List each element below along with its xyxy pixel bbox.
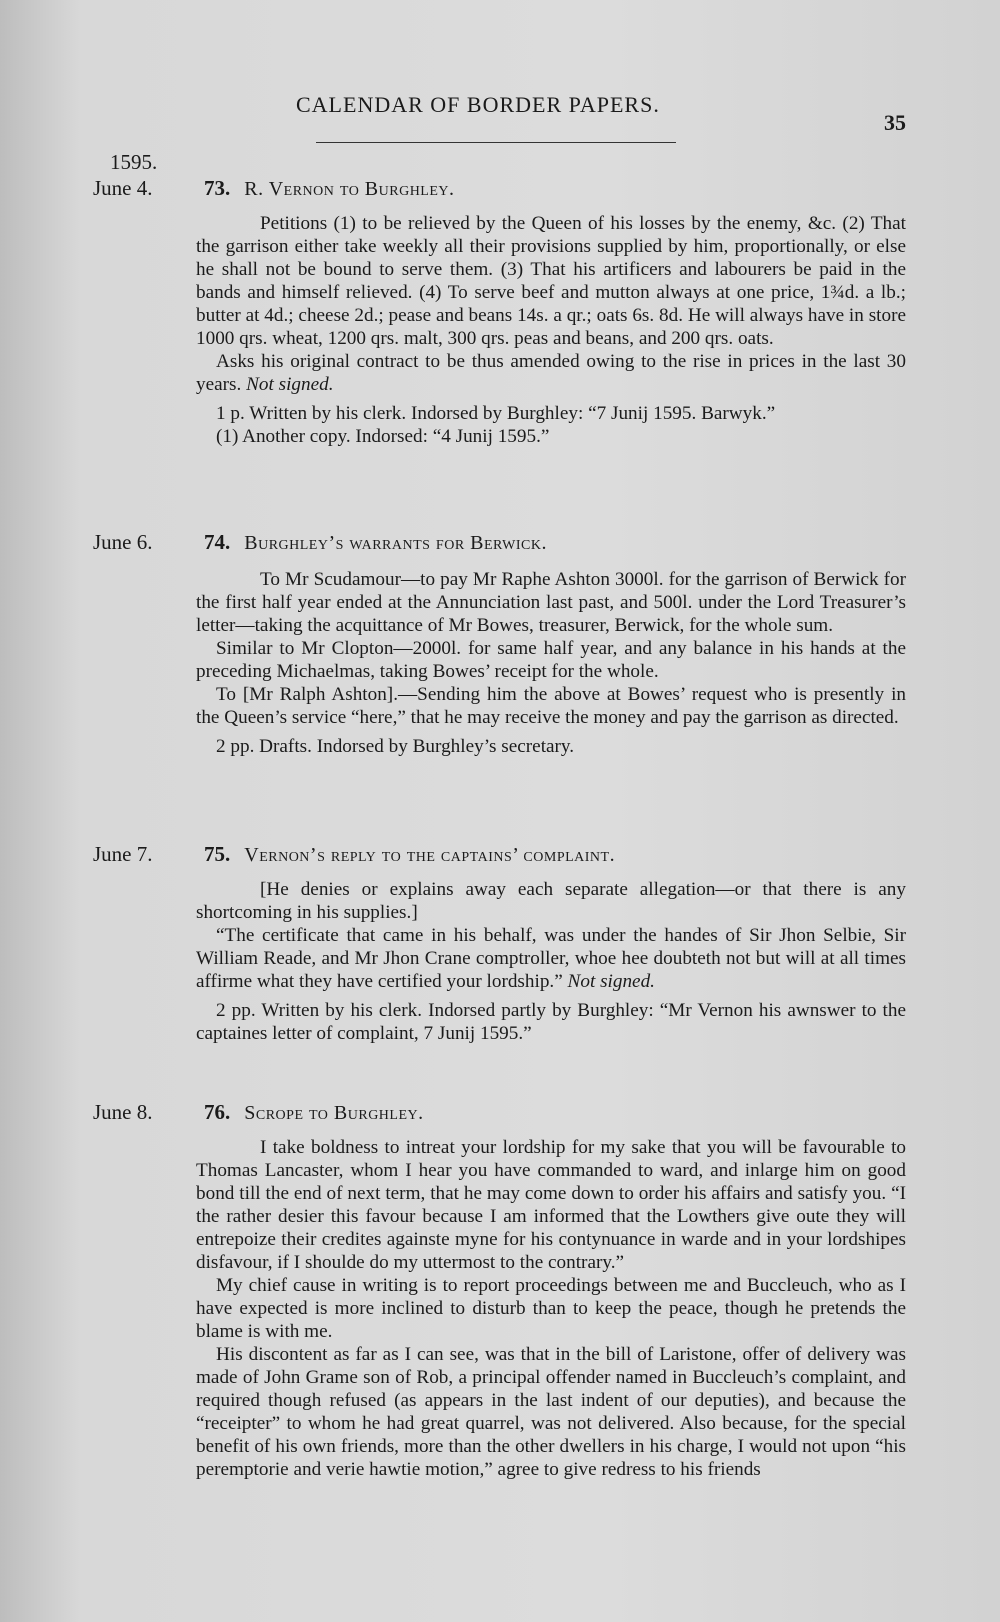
entry-title: R. Vernon to Burghley. [244,178,455,200]
paragraph: My chief cause in writing is to report proceedings between me and Buccleuch, who as I have expected is more inclined to disturb than to keep the peace, though he pretends the blame is with me. [196,1275,906,1342]
page-number: 35 [884,110,906,135]
paragraph: I take boldness to intreat your lordship for my sake that you will be favourable to Thomas Lancaster, whom I hear you have commanded to ward, and inlarge him on good bond till the end of next term, that he may come down to order his affairs and satisfy you. “I the rather desier this favour because I am informed that the Lowthers give oute they will entrepoize their credites againste myne for his contynuance in warde and in your lordshipes disfavour, if I shoulde do my uttermost to the contrary.” [196,1137,906,1273]
entry-heading [204,1100,424,1125]
entry-date: June 4. [93,176,153,200]
entry-body [196,878,906,1045]
entry-heading [204,842,615,867]
paragraph: His discontent as far as I can see, was that in the bill of Laristone, offer of delivery was made of John Grame son of Rob, a principal offender named in Buccleuch’s complaint, and required though refused (as appears in the last indent of our deputies), and because the “receipter” to whom he had great quarrel, was not delivered. Also because, for the special benefit of his own friends, more than the other dwellers in his charge, I would not upon “his peremptorie and verie hawtie motion,” agree to give redress to his friends [196,1344,906,1480]
entry-date: June 6. [93,530,153,554]
entry-number: 73. [204,176,231,200]
paragraph: [He denies or explains away each separate allegation—or that there is any shortcoming in his supplies.] [196,879,906,923]
entry-body [196,1136,906,1481]
archival-note: 1 p. Written by his clerk. Indorsed by Burghley: “7 Junij 1595. Barwyk.” [216,403,776,424]
entry-number: 76. [204,1100,231,1124]
paragraph-text: Asks his original contract to be thus amended owing to the rise in prices in the last 30 years. [196,351,906,395]
entry-title: Burghley’s warrants for Berwick. [244,532,547,554]
page-header [0,92,1000,135]
entry-date: June 8. [93,1100,153,1124]
not-signed-note: Not signed. [246,374,334,395]
entry-title: Scrope to Burghley. [244,1102,424,1124]
entry-heading [204,176,455,201]
header-rule [316,142,676,143]
not-signed-note: Not signed. [567,971,655,992]
paragraph: To [Mr Ralph Ashton].—Sending him the above at Bowes’ request who is presently in the Queen’s service “here,” that he may receive the money and pay the garrison as directed. [196,684,906,728]
archival-note: 2 pp. Written by his clerk. Indorsed partly by Burghley: “Mr Vernon his awnswer to the captaines letter of complaint, 7 Junij 1595.” [196,1000,906,1044]
archival-note: 2 pp. Drafts. Indorsed by Burghley’s secretary. [216,736,575,757]
entry-number: 74. [204,530,231,554]
entry-date: June 7. [93,842,153,866]
paragraph: Petitions (1) to be relieved by the Queen of his losses by the enemy, &c. (2) That the garrison either take weekly all their provisions supplied by him, proportionally, or else he shall not be bound to serve them. (3) That his artificers and labourers be paid in the bands and himself relieved. (4) To serve beef and mutton always at one price, 1¾d. a lb.; butter at 4d.; cheese 2d.; pease and beans 14s. a qr.; oats 6s. 8d. He will always have in store 1000 qrs. wheat, 1200 qrs. malt, 300 qrs. peas and beans, and 200 qrs. oats. [196,213,906,349]
paragraph: To Mr Scudamour—to pay Mr Raphe Ashton 3000l. for the garrison of Berwick for the first half year ended at the Annunciation last past, and 500l. under the Lord Treasurer’s letter—taking the acquittance of Mr Bowes, treasurer, Berwick, for the whole sum. [196,569,906,636]
entry-title: Vernon’s reply to the captains’ complaint. [244,844,616,866]
entry-body [196,568,906,758]
paragraph [196,924,906,993]
running-title: CALENDAR OF BORDER PAPERS. [296,92,660,117]
entry-number: 75. [204,842,231,866]
entry-body [196,212,906,448]
paragraph: Similar to Mr Clopton—2000l. for same half year, and any balance in his hands at the preceding Michaelmas, taking Bowes’ receipt for the whole. [196,638,906,682]
entry-heading [204,530,547,555]
paragraph [196,350,906,396]
year-label: 1595. [110,150,158,174]
paragraph-text: “The certificate that came in his behalf, was under the handes of Sir Jhon Selbie, Sir William Reade, and Mr Jhon Crane comptroller, whoe hee doubteth not but will at all times affirme what they have certified your lordship.” [196,925,906,992]
archival-note: (1) Another copy. Indorsed: “4 Junij 1595.” [216,426,550,447]
